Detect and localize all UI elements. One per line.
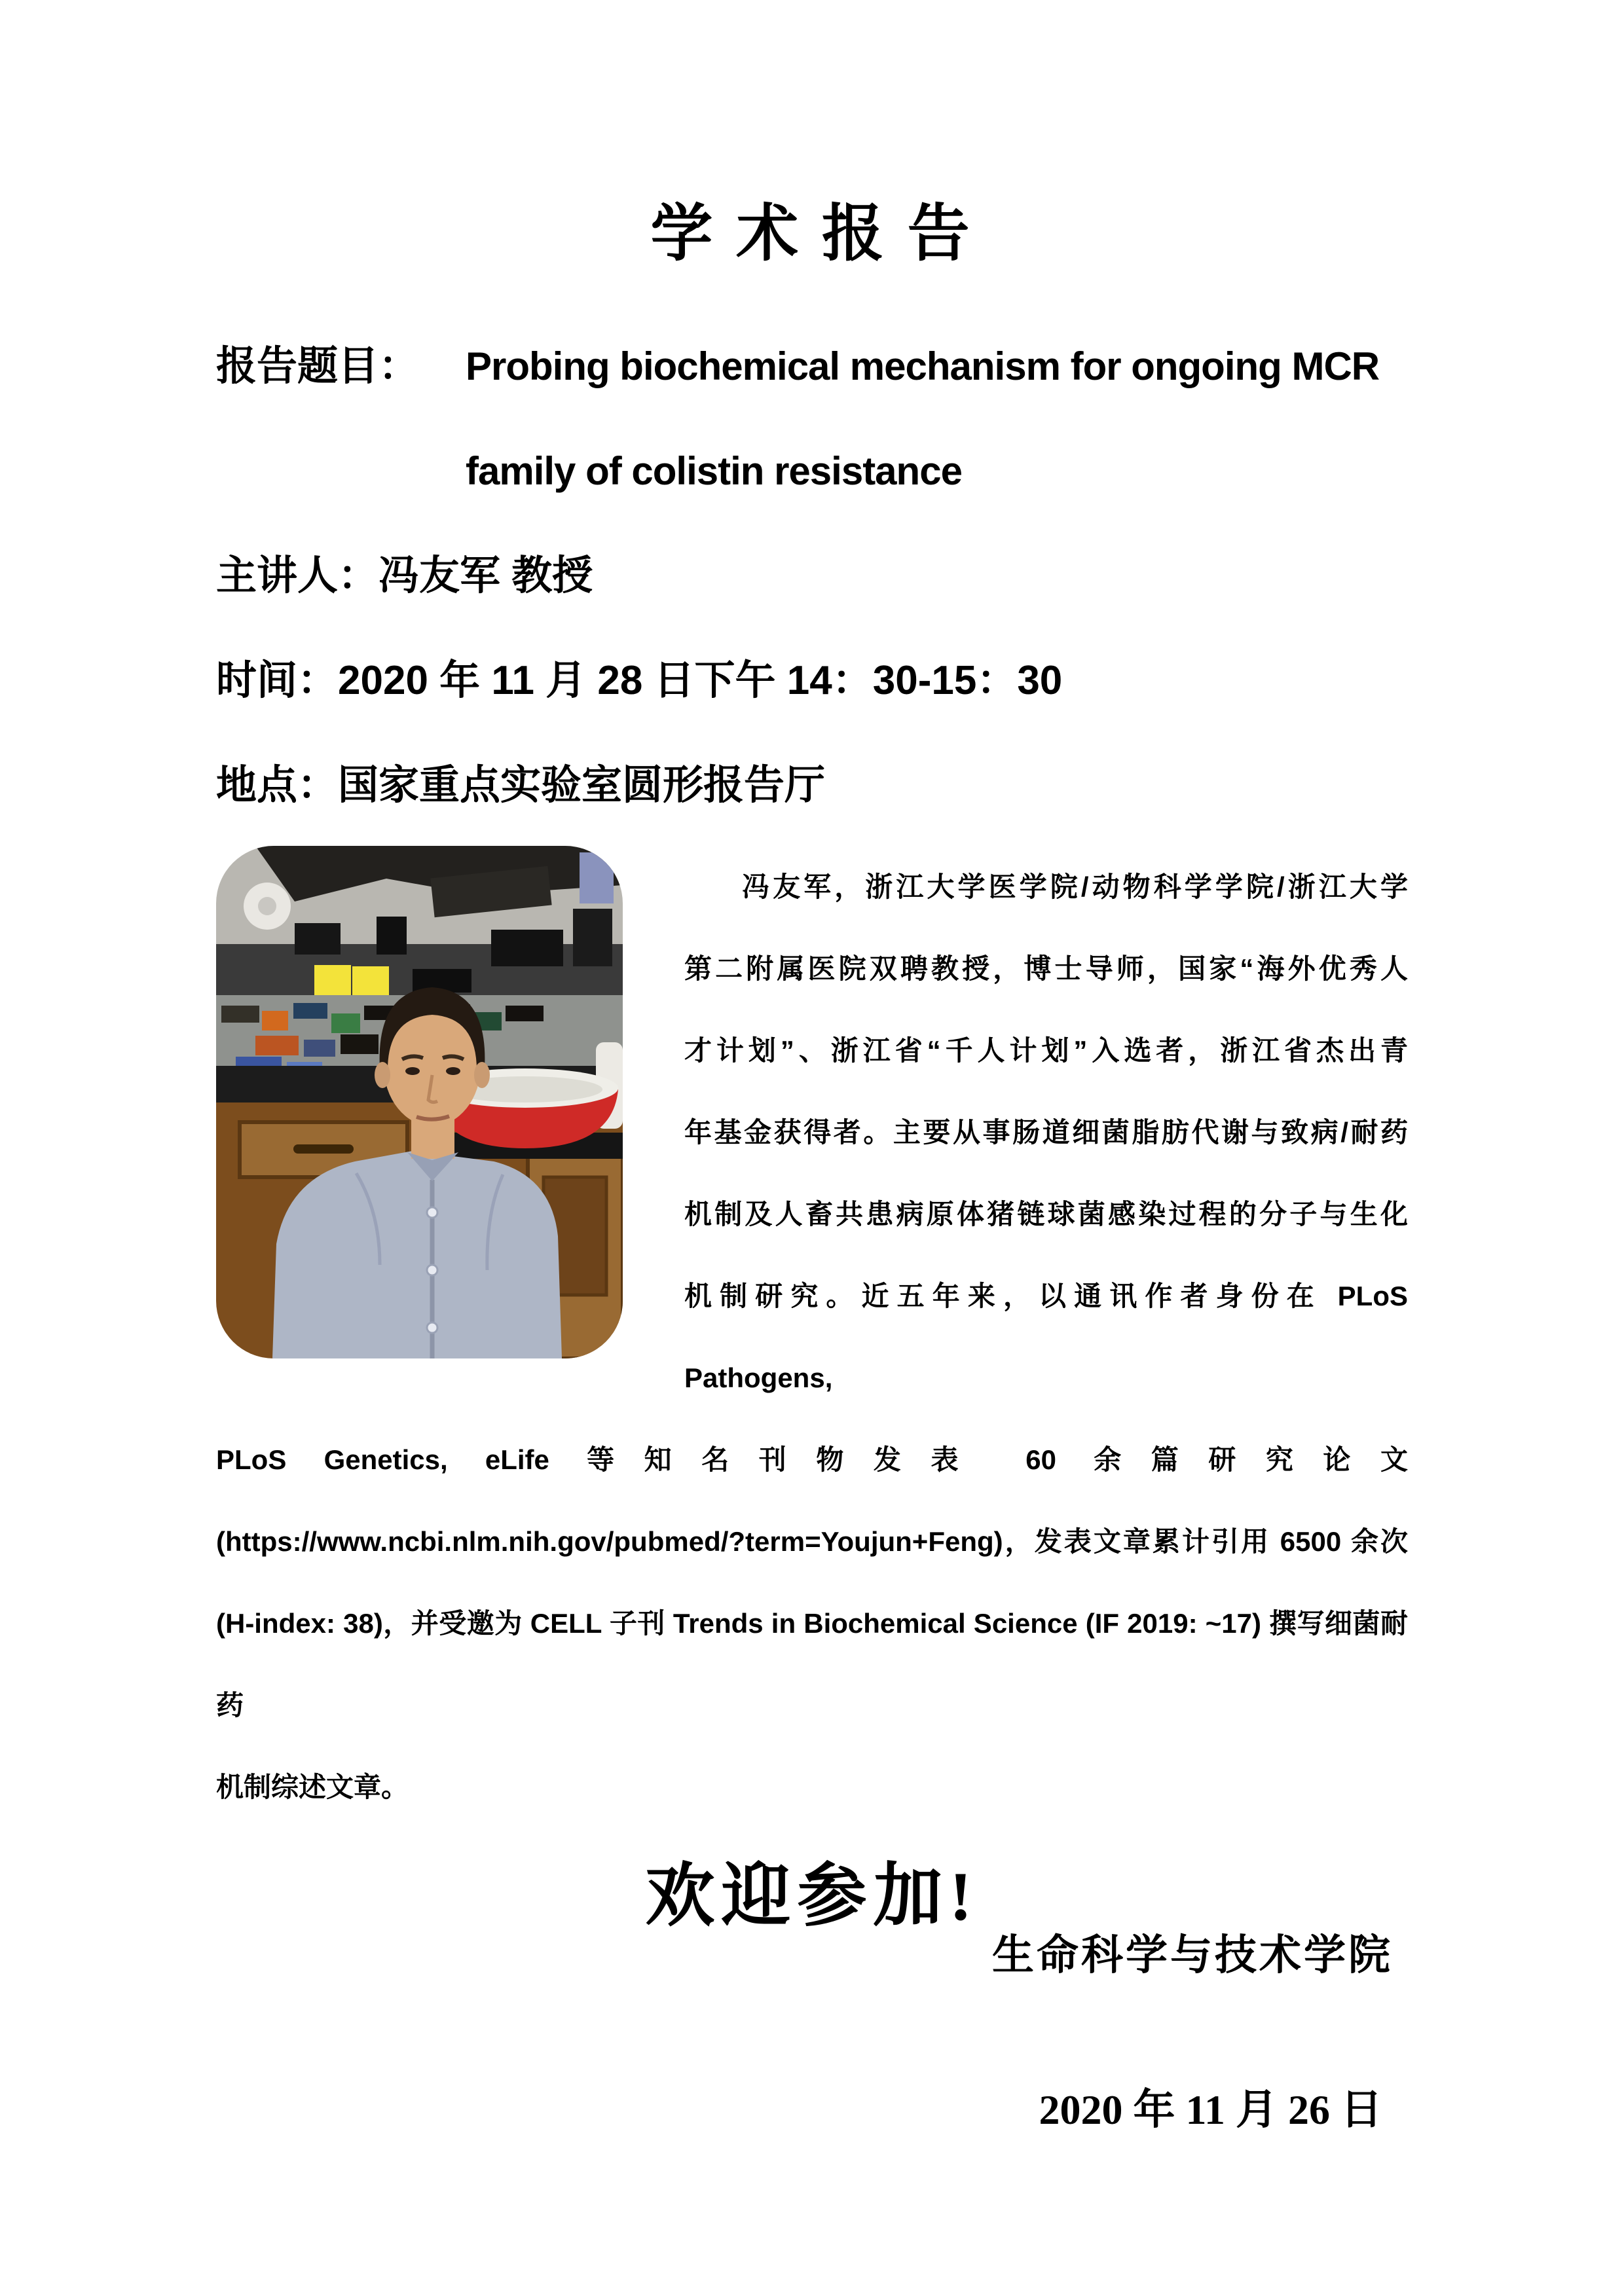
photo-shirt-button-2 — [427, 1265, 437, 1275]
seminar-header — [216, 314, 1447, 838]
photo-speaker-ear-left — [375, 1062, 390, 1088]
photo-blue-papers — [580, 852, 614, 903]
topic-line-1 — [216, 314, 1447, 419]
photo-equipment-2 — [377, 917, 407, 955]
bio-line: (https://www.ncbi.nlm.nih.gov/pubmed/?term=Youjun+Feng)，发表文章累计引用 6500 余次 — [216, 1526, 1408, 1557]
photo-speaker-eye-right — [446, 1067, 460, 1075]
topic-label: 报告题目： — [216, 344, 420, 389]
photo-equipment-1 — [295, 923, 341, 955]
photo-equipment-3 — [491, 930, 563, 966]
organizer-name: 生命科学与技术学院 — [992, 1932, 1393, 1978]
speaker-photo — [216, 846, 623, 1358]
bio-line: PLoS Genetics, eLife 等知名刊物发表 60 余篇研究论文 — [216, 1444, 1408, 1475]
speaker-line: 主讲人：冯友军 教授 — [216, 553, 593, 598]
photo-drawer-handle — [293, 1144, 354, 1154]
bio-line: 机制综述文章。 — [216, 1772, 409, 1802]
bio-line: 冯友军，浙江大学医学院/动物科学学院/浙江大学 — [742, 871, 1408, 902]
speaker-bio — [216, 846, 1408, 1828]
bio-line: 机制研究。近五年来，以通讯作者身份在 PLoS Pathogens, — [684, 1281, 1408, 1393]
bio-line: 才计划”、浙江省“千人计划”入选者，浙江省杰出青 — [684, 1035, 1408, 1066]
photo-shirt-button-3 — [427, 1322, 437, 1333]
page-title: 学 术 报 告 — [650, 199, 974, 268]
speaker-photo-wrapper — [216, 846, 684, 1409]
topic-title-line2: family of colistin resistance — [466, 449, 962, 493]
photo-speaker-shirt — [272, 1151, 562, 1358]
bio-line: (H-index: 38)，并受邀为 CELL 子刊 Trends in Biochemical Science (IF 2019: ~17) 撰写细菌耐药 — [216, 1608, 1408, 1721]
photo-speaker-eye-left — [405, 1067, 420, 1075]
photo-shirt-button-1 — [427, 1207, 437, 1218]
photo-speaker-ear-right — [474, 1062, 490, 1088]
time-line: 时间：2020 年 11 月 28 日下午 14：30-15：30 — [216, 658, 1063, 703]
issue-date: 2020 年 11 月 26 日 — [1039, 2086, 1382, 2133]
photo-paper-roll-core — [258, 897, 276, 915]
photo-equipment-4 — [573, 909, 612, 966]
bio-line: 第二附属医院双聘教授，博士导师，国家“海外优秀人 — [684, 953, 1408, 984]
welcome-text: 欢迎参加! — [645, 1858, 979, 1935]
venue-line: 地点：国家重点实验室圆形报告厅 — [216, 763, 826, 808]
topic-title-line1: Probing biochemical mechanism for ongoing MCR — [466, 344, 1380, 388]
bio-line: 年基金获得者。主要从事肠道细菌脂肪代谢与致病/耐药 — [684, 1117, 1408, 1148]
bio-line: 机制及人畜共患病原体猪链球菌感染过程的分子与生化 — [684, 1199, 1408, 1230]
